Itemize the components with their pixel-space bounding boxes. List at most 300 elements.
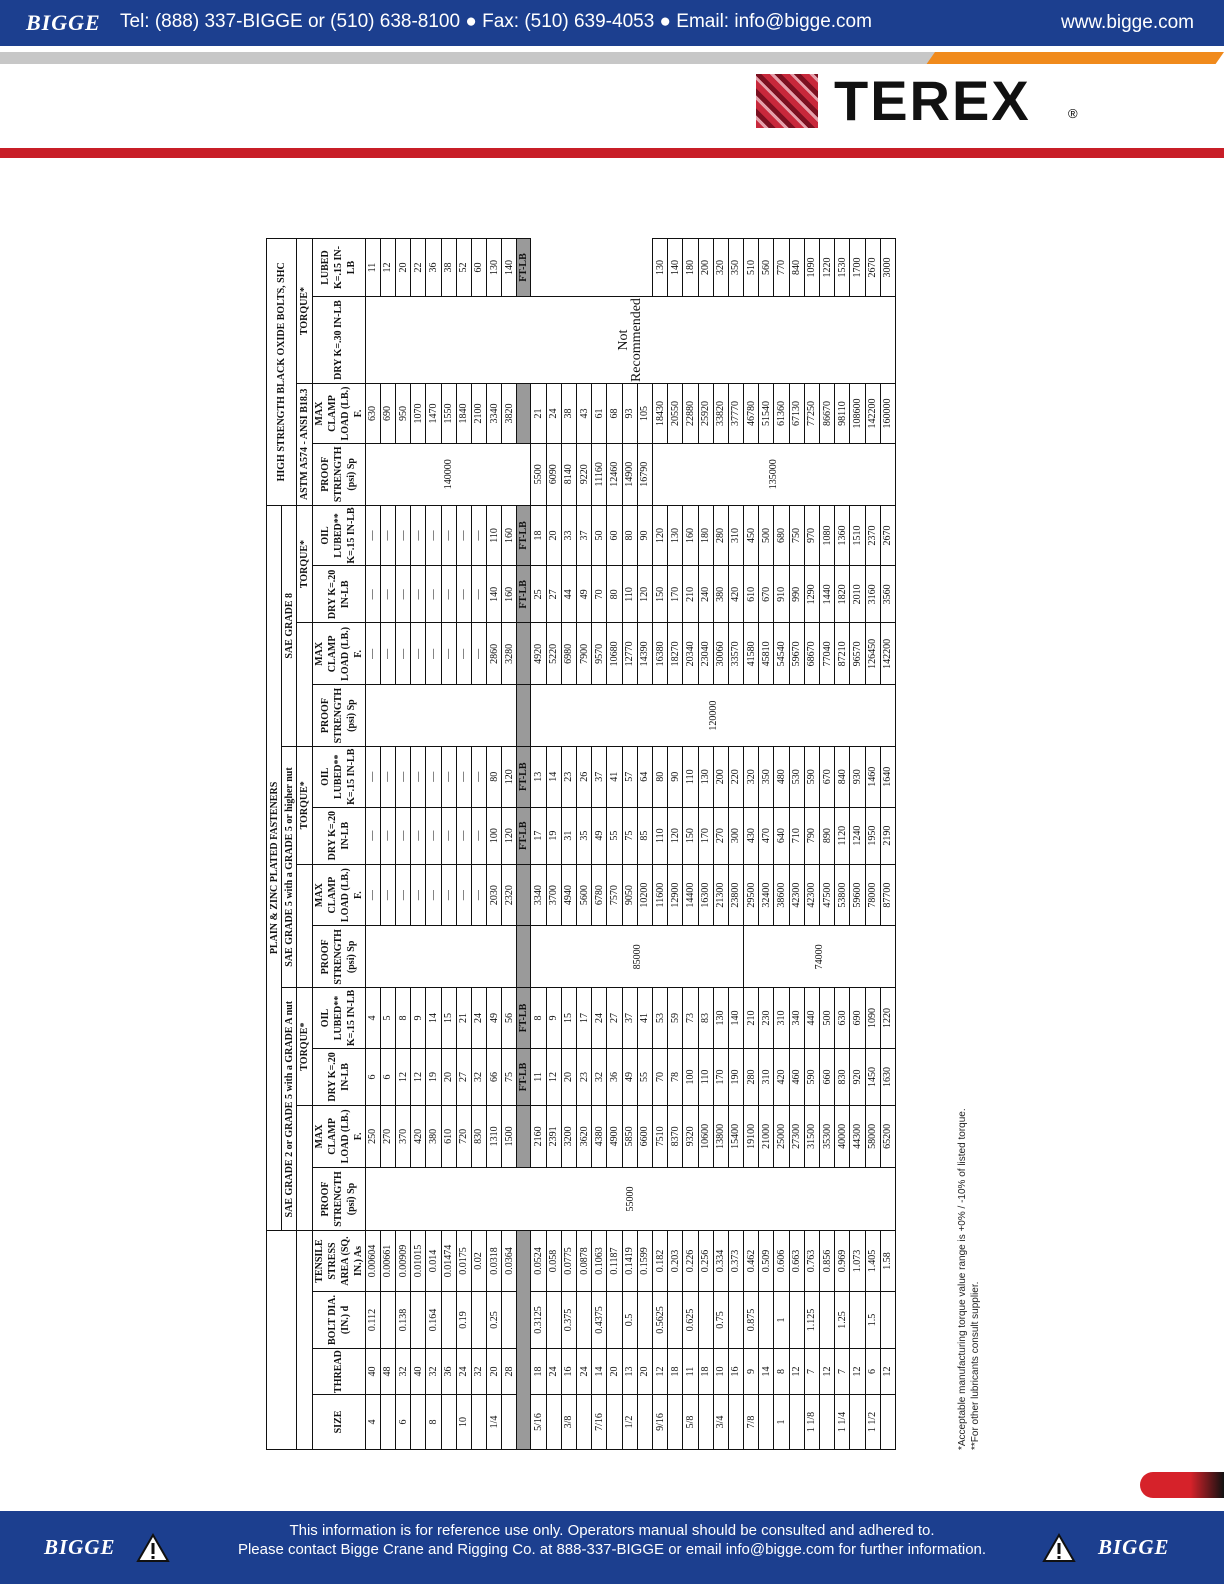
- oil-g2-cell: 130: [713, 988, 728, 1049]
- area-cell: 0.014: [426, 1231, 441, 1292]
- clamp-g2-cell: 5850: [622, 1106, 637, 1168]
- oil-g2-cell: 1090: [865, 988, 880, 1049]
- sep-cell: [517, 1231, 531, 1450]
- area-cell: 0.373: [728, 1231, 743, 1292]
- dia-cell: 0.19: [456, 1291, 471, 1348]
- dry-g8-cell: 49: [577, 566, 592, 623]
- lubed-astm-cell: 1700: [850, 239, 865, 297]
- plain-zinc-title: PLAIN & ZINC PLATED FASTENERS: [267, 505, 282, 1231]
- dry-g2-cell: 110: [698, 1048, 713, 1105]
- area-cell: 0.763: [804, 1231, 819, 1292]
- oil-g5-cell: 200: [713, 746, 728, 807]
- lubed-astm-cell: 320: [713, 239, 728, 297]
- clamp-astm-cell: 25920: [698, 384, 713, 444]
- clamp-g8-cell: 5220: [546, 623, 561, 685]
- area-cell: 0.606: [774, 1231, 789, 1292]
- size-cell: 5/16: [531, 1394, 546, 1449]
- oil-g2-cell: 15: [561, 988, 576, 1049]
- dia-cell: [668, 1291, 683, 1348]
- table-row: [365, 239, 380, 1450]
- clamp-g2-cell: 9320: [683, 1106, 698, 1168]
- thread-cell: 32: [395, 1349, 410, 1395]
- dia-cell: 1.25: [835, 1291, 850, 1348]
- dia-cell: 0.875: [744, 1291, 759, 1348]
- lubed-astm-cell: 11: [365, 239, 380, 297]
- disclaimer-line-2: Please contact Bigge Crane and Rigging Co. at 888-337-BIGGE or email info@bigge.com for further information.: [237, 1541, 987, 1558]
- thread-cell: 7: [804, 1349, 819, 1395]
- clamp-g2-cell: 2391: [546, 1106, 561, 1168]
- oil-g5-cell: 14: [546, 746, 561, 807]
- clamp-g5-cell: 9050: [622, 864, 637, 926]
- area-cell: 0.01474: [441, 1231, 456, 1292]
- dry-g5-cell: 1120: [835, 807, 850, 864]
- clamp-g5-cell: 42300: [789, 864, 804, 926]
- lubed-astm-cell: 43: [577, 384, 592, 444]
- grade5-title: SAE GRADE 5 with a GRADE 5 or higher nut: [282, 746, 297, 987]
- area-cell: 1.58: [880, 1231, 895, 1292]
- oil-g2-cell: 27: [607, 988, 622, 1049]
- dry-g8-cell: 2010: [850, 566, 865, 623]
- lubed-astm-cell: 140: [668, 239, 683, 297]
- col-lubed-astm: LUBED K=.15 IN-LB: [312, 239, 365, 297]
- dia-cell: 0.3125: [531, 1291, 546, 1348]
- size-cell: [637, 1394, 652, 1449]
- table-row: [637, 239, 652, 1450]
- lubed-astm-cell: 24: [546, 384, 561, 444]
- clamp-g8-cell: 3280: [502, 623, 517, 685]
- lubed-astm-cell: 38: [441, 239, 456, 297]
- lubed-astm-cell: 130: [487, 239, 502, 297]
- oil-g8-cell: —: [441, 505, 456, 566]
- clamp-g8-cell: 7900: [577, 623, 592, 685]
- lubed-astm-cell: 140: [502, 239, 517, 297]
- footer-logo-right[interactable]: BIGGE: [1098, 1535, 1170, 1559]
- size-cell: 1/2: [622, 1394, 637, 1449]
- oil-g2-cell: 340: [789, 988, 804, 1049]
- lubed-astm-cell: 840: [789, 239, 804, 297]
- dry-g8-cell: 1440: [820, 566, 835, 623]
- clamp-astm-cell: 46780: [744, 384, 759, 444]
- dry-g5-cell: 430: [744, 807, 759, 864]
- dry-g2-cell: 190: [728, 1048, 743, 1105]
- clamp-g2-cell: 370: [395, 1106, 410, 1168]
- dry-g5-cell: —: [380, 807, 395, 864]
- dia-cell: [441, 1291, 456, 1348]
- thread-cell: 20: [637, 1349, 652, 1395]
- oil-g2-cell: 9: [546, 988, 561, 1049]
- ftlb-label: FT-LB: [517, 746, 531, 807]
- clamp-g5-cell: 59600: [850, 864, 865, 926]
- oil-g5-cell: 1640: [880, 746, 895, 807]
- dia-cell: [637, 1291, 652, 1348]
- oil-g8-cell: 2670: [880, 505, 895, 566]
- clamp-g5-cell: 23800: [728, 864, 743, 926]
- lubed-astm-cell: 68: [607, 384, 622, 444]
- dry-g5-cell: 2190: [880, 807, 895, 864]
- footer-logo-left[interactable]: BIGGE: [44, 1535, 116, 1559]
- oil-g5-cell: 350: [759, 746, 774, 807]
- dry-g2-cell: 19: [426, 1048, 441, 1105]
- area-cell: 0.00661: [380, 1231, 395, 1292]
- lubed-astm-cell: 3000: [880, 239, 895, 297]
- area-cell: 0.334: [713, 1231, 728, 1292]
- dia-cell: [698, 1291, 713, 1348]
- dry-g5-cell: 31: [561, 807, 576, 864]
- terex-logo: [756, 69, 1086, 132]
- clamp-astm-cell: 86670: [820, 384, 835, 444]
- clamp-g8-cell: 12770: [622, 623, 637, 685]
- clamp-g8-cell: —: [426, 623, 441, 685]
- clamp-g8-cell: 142200: [880, 623, 895, 685]
- dia-cell: 0.75: [713, 1291, 728, 1348]
- clamp-g5-cell: —: [395, 864, 410, 926]
- size-cell: [441, 1394, 456, 1449]
- area-cell: 0.856: [820, 1231, 835, 1292]
- lubed-astm-cell: 1220: [820, 239, 835, 297]
- unit-separator-row: [517, 239, 531, 1450]
- size-cell: [607, 1394, 622, 1449]
- table-row: [820, 239, 835, 1450]
- area-cell: 0.0175: [456, 1231, 471, 1292]
- dry-g8-cell: 1290: [804, 566, 819, 623]
- size-cell: 10: [456, 1394, 471, 1449]
- dry-g5-cell: —: [471, 807, 486, 864]
- oil-g8-cell: 80: [622, 505, 637, 566]
- clamp-g5-cell: 53800: [835, 864, 850, 926]
- clamp-g5-cell: —: [471, 864, 486, 926]
- clamp-g2-cell: 3200: [561, 1106, 576, 1168]
- area-cell: 0.0524: [531, 1231, 546, 1292]
- oil-g2-cell: 41: [637, 988, 652, 1049]
- oil-g8-cell: 20: [546, 505, 561, 566]
- table-row: [652, 239, 667, 1450]
- lubed-astm-cell: 510: [744, 239, 759, 297]
- torque-label-g8: TORQUE*: [297, 505, 312, 623]
- size-cell: 3/8: [561, 1394, 576, 1449]
- thread-cell: 12: [652, 1349, 667, 1395]
- oil-g2-cell: 56: [502, 988, 517, 1049]
- clamp-g2-cell: 31500: [804, 1106, 819, 1168]
- sep-cell: [517, 623, 531, 685]
- oil-g5-cell: 120: [502, 746, 517, 807]
- thread-cell: 12: [850, 1349, 865, 1395]
- footer-bar: [0, 1511, 1224, 1584]
- clamp-g8-cell: 126450: [865, 623, 880, 685]
- clamp-astm-cell: 20550: [668, 384, 683, 444]
- oil-g5-cell: 80: [652, 746, 667, 807]
- thread-cell: 9: [744, 1349, 759, 1395]
- oil-g5-cell: —: [426, 746, 441, 807]
- dia-cell: [789, 1291, 804, 1348]
- clamp-g2-cell: 380: [426, 1106, 441, 1168]
- clamp-g2-cell: 25000: [774, 1106, 789, 1168]
- dry-g8-cell: 380: [713, 566, 728, 623]
- area-cell: 0.0364: [502, 1231, 517, 1292]
- lubed-astm-cell: 200: [698, 239, 713, 297]
- oil-g8-cell: 2370: [865, 505, 880, 566]
- dry-g8-cell: —: [365, 566, 380, 623]
- dry-g8-cell: 110: [622, 566, 637, 623]
- clamp-g5-cell: 3340: [531, 864, 546, 926]
- dry-g5-cell: 55: [607, 807, 622, 864]
- dry-g2-cell: 6: [380, 1048, 395, 1105]
- not-recommended-cell: Not Recommended: [365, 297, 895, 384]
- sep-cell: [517, 926, 531, 988]
- clamp-g2-cell: 250: [365, 1106, 380, 1168]
- dia-cell: 0.4375: [592, 1291, 607, 1348]
- table-row: [698, 239, 713, 1450]
- dry-g2-cell: 1630: [880, 1048, 895, 1105]
- ftlb-label: FT-LB: [517, 566, 531, 623]
- size-cell: 7/16: [592, 1394, 607, 1449]
- clamp-astm-cell: 33820: [713, 384, 728, 444]
- proof-g5-cell: 74000: [744, 926, 896, 988]
- clamp-g2-cell: 1500: [502, 1106, 517, 1168]
- clamp-g5-cell: 12900: [668, 864, 683, 926]
- clamp-g5-cell: —: [365, 864, 380, 926]
- lubed-astm-cell: 20: [395, 239, 410, 297]
- clamp-g8-cell: —: [395, 623, 410, 685]
- oil-g8-cell: 180: [698, 505, 713, 566]
- lubed-astm-cell: 2670: [865, 239, 880, 297]
- col-area: TENSILE STRESS AREA (SQ. IN.) As: [312, 1231, 365, 1292]
- col-oil-g5: OIL LUBED** K=.15 IN-LB: [312, 746, 365, 807]
- oil-g2-cell: 9: [411, 988, 426, 1049]
- clamp-g5-cell: 42300: [804, 864, 819, 926]
- oil-g8-cell: 37: [577, 505, 592, 566]
- website-link[interactable]: www.bigge.com: [1060, 12, 1194, 33]
- dry-g5-cell: 150: [683, 807, 698, 864]
- clamp-g8-cell: 6980: [561, 623, 576, 685]
- dry-g8-cell: 70: [592, 566, 607, 623]
- clamp-astm-cell: 51540: [759, 384, 774, 444]
- footnote-1: *Acceptable manufacturing torque value range is +0% / -10% of listed torque.: [957, 1108, 968, 1450]
- dry-g2-cell: 20: [561, 1048, 576, 1105]
- proof-g8-cell: [365, 685, 517, 747]
- area-cell: 0.0775: [561, 1231, 576, 1292]
- dia-cell: 0.25: [487, 1291, 502, 1348]
- dia-cell: 0.138: [395, 1291, 410, 1348]
- dia-cell: [411, 1291, 426, 1348]
- oil-g8-cell: —: [411, 505, 426, 566]
- oil-g8-cell: 280: [713, 505, 728, 566]
- table-row: [744, 239, 759, 1450]
- dry-g2-cell: 310: [759, 1048, 774, 1105]
- thread-cell: 12: [789, 1349, 804, 1395]
- area-cell: 1.073: [850, 1231, 865, 1292]
- area-cell: 0.058: [546, 1231, 561, 1292]
- dry-g8-cell: 44: [561, 566, 576, 623]
- clamp-g2-cell: 21000: [759, 1106, 774, 1168]
- dry-g5-cell: 120: [502, 807, 517, 864]
- clamp-g2-cell: 1310: [487, 1106, 502, 1168]
- lubed-astm-cell: 180: [683, 239, 698, 297]
- oil-g5-cell: 90: [668, 746, 683, 807]
- bigge-logo[interactable]: BIGGE: [26, 10, 101, 35]
- lubed-astm-cell: 105: [637, 384, 652, 444]
- thread-cell: 11: [683, 1349, 698, 1395]
- table-row: [789, 239, 804, 1450]
- oil-g8-cell: —: [426, 505, 441, 566]
- col-clamp-g8: MAX CLAMP LOAD (LB.) F.: [312, 623, 365, 685]
- dry-g5-cell: 19: [546, 807, 561, 864]
- clamp-g5-cell: 7570: [607, 864, 622, 926]
- col-oil-g8: OIL LUBED** K=.15 IN-LB: [312, 505, 365, 566]
- clamp-astm-cell: 61360: [774, 384, 789, 444]
- clamp-astm-cell: 1550: [441, 384, 456, 444]
- dry-g5-cell: 75: [622, 807, 637, 864]
- clamp-g2-cell: 7510: [652, 1106, 667, 1168]
- dry-g8-cell: 610: [744, 566, 759, 623]
- dry-g5-cell: 170: [698, 807, 713, 864]
- dry-g2-cell: 11: [531, 1048, 546, 1105]
- oil-g5-cell: 26: [577, 746, 592, 807]
- table-row: [395, 239, 410, 1450]
- dia-cell: 1.125: [804, 1291, 819, 1348]
- ftlb-label: FT-LB: [517, 807, 531, 864]
- oil-g8-cell: 1080: [820, 505, 835, 566]
- dry-g8-cell: 160: [502, 566, 517, 623]
- dry-g5-cell: 1950: [865, 807, 880, 864]
- footnote-2: **For other lubricants consult supplier.: [970, 1281, 981, 1450]
- size-cell: [471, 1394, 486, 1449]
- size-cell: 1 1/2: [865, 1394, 880, 1449]
- oil-g8-cell: 33: [561, 505, 576, 566]
- area-cell: 0.1063: [592, 1231, 607, 1292]
- oil-g2-cell: 37: [622, 988, 637, 1049]
- clamp-g8-cell: 2860: [487, 623, 502, 685]
- clamp-g2-cell: 13800: [713, 1106, 728, 1168]
- oil-g8-cell: —: [380, 505, 395, 566]
- oil-g8-cell: 110: [487, 505, 502, 566]
- clamp-g2-cell: 15400: [728, 1106, 743, 1168]
- ftlb-label: FT-LB: [517, 239, 531, 297]
- col-size: SIZE: [312, 1394, 365, 1449]
- col-clamp-astm: MAX CLAMP LOAD (LB.) F.: [312, 384, 365, 444]
- oil-g8-cell: 680: [774, 505, 789, 566]
- dia-cell: 0.375: [561, 1291, 576, 1348]
- clamp-g2-cell: 19100: [744, 1106, 759, 1168]
- clamp-g5-cell: —: [411, 864, 426, 926]
- thread-cell: 24: [456, 1349, 471, 1395]
- dia-cell: [471, 1291, 486, 1348]
- dry-g2-cell: 27: [456, 1048, 471, 1105]
- oil-g8-cell: 500: [759, 505, 774, 566]
- registered-mark: ®: [1068, 106, 1078, 121]
- col-dry-g8: DRY K=.20 IN-LB: [312, 566, 365, 623]
- orange-stripe: [927, 52, 1224, 64]
- col-dry-g2: DRY K=.20 IN-LB: [312, 1048, 365, 1105]
- dry-g2-cell: 78: [668, 1048, 683, 1105]
- oil-g8-cell: 450: [744, 505, 759, 566]
- dry-g5-cell: 49: [592, 807, 607, 864]
- dia-cell: [850, 1291, 865, 1348]
- oil-g8-cell: 160: [502, 505, 517, 566]
- oil-g5-cell: 41: [607, 746, 622, 807]
- size-cell: 5/8: [683, 1394, 698, 1449]
- torque-table-body: [365, 239, 895, 1450]
- oil-g8-cell: —: [456, 505, 471, 566]
- dia-cell: [820, 1291, 835, 1348]
- dry-g8-cell: 3160: [865, 566, 880, 623]
- size-cell: 9/16: [652, 1394, 667, 1449]
- dry-g8-cell: 120: [637, 566, 652, 623]
- oil-g2-cell: 59: [668, 988, 683, 1049]
- clamp-g2-cell: 720: [456, 1106, 471, 1168]
- gray-stripe: [0, 52, 955, 64]
- thread-cell: 12: [880, 1349, 895, 1395]
- contact-info: Tel: (888) 337-BIGGE or (510) 638-8100 ● Fax: (510) 639-4053 ● Email: info@bigge.com: [120, 11, 872, 32]
- warning-icon: [1042, 1533, 1076, 1563]
- proof-g5-cell: 85000: [531, 926, 744, 988]
- dry-g8-cell: 910: [774, 566, 789, 623]
- table-row: [546, 239, 561, 1450]
- oil-g5-cell: —: [411, 746, 426, 807]
- clamp-g8-cell: 30060: [713, 623, 728, 685]
- clamp-g8-cell: 9570: [592, 623, 607, 685]
- clamp-g5-cell: 2320: [502, 864, 517, 926]
- lubed-astm-cell: 12: [380, 239, 395, 297]
- area-cell: 0.1419: [622, 1231, 637, 1292]
- dry-g2-cell: 36: [607, 1048, 622, 1105]
- thread-cell: 24: [577, 1349, 592, 1395]
- torque-label-g2: TORQUE*: [297, 988, 312, 1106]
- size-cell: [698, 1394, 713, 1449]
- clamp-g8-cell: 59670: [789, 623, 804, 685]
- oil-g5-cell: 130: [698, 746, 713, 807]
- oil-g2-cell: 230: [759, 988, 774, 1049]
- grade2-title: SAE GRADE 2 or GRADE 5 with a GRADE A nut: [282, 988, 297, 1231]
- size-cell: 7/8: [744, 1394, 759, 1449]
- table-row: [622, 239, 637, 1450]
- lubed-astm-cell: 560: [759, 239, 774, 297]
- clamp-g8-cell: —: [471, 623, 486, 685]
- area-cell: 0.509: [759, 1231, 774, 1292]
- clamp-g5-cell: 14400: [683, 864, 698, 926]
- thread-cell: 8: [774, 1349, 789, 1395]
- size-cell: 1 1/8: [804, 1394, 819, 1449]
- thread-cell: 40: [411, 1349, 426, 1395]
- size-cell: [380, 1394, 395, 1449]
- size-cell: [759, 1394, 774, 1449]
- oil-g2-cell: 21: [456, 988, 471, 1049]
- area-cell: 0.182: [652, 1231, 667, 1292]
- clamp-g5-cell: 11600: [652, 864, 667, 926]
- clamp-g2-cell: 2160: [531, 1106, 546, 1168]
- sep-cell: [517, 384, 531, 444]
- oil-g2-cell: 17: [577, 988, 592, 1049]
- oil-g8-cell: 750: [789, 505, 804, 566]
- terex-wordmark: TEREX: [834, 69, 1031, 132]
- clamp-g2-cell: 420: [411, 1106, 426, 1168]
- oil-g8-cell: 50: [592, 505, 607, 566]
- oil-g5-cell: 57: [622, 746, 637, 807]
- thread-cell: 18: [531, 1349, 546, 1395]
- proof-g2-cell: 55000: [365, 1167, 895, 1231]
- oil-g2-cell: 500: [820, 988, 835, 1049]
- ftlb-label: FT-LB: [517, 988, 531, 1049]
- clamp-astm-cell: 11160: [592, 443, 607, 505]
- size-cell: [577, 1394, 592, 1449]
- table-row: [561, 239, 576, 1450]
- table-row: [502, 239, 517, 1450]
- oil-g2-cell: 73: [683, 988, 698, 1049]
- oil-g2-cell: 8: [531, 988, 546, 1049]
- oil-g5-cell: 530: [789, 746, 804, 807]
- area-cell: 0.969: [835, 1231, 850, 1292]
- clamp-g8-cell: 45810: [759, 623, 774, 685]
- area-cell: 0.01015: [411, 1231, 426, 1292]
